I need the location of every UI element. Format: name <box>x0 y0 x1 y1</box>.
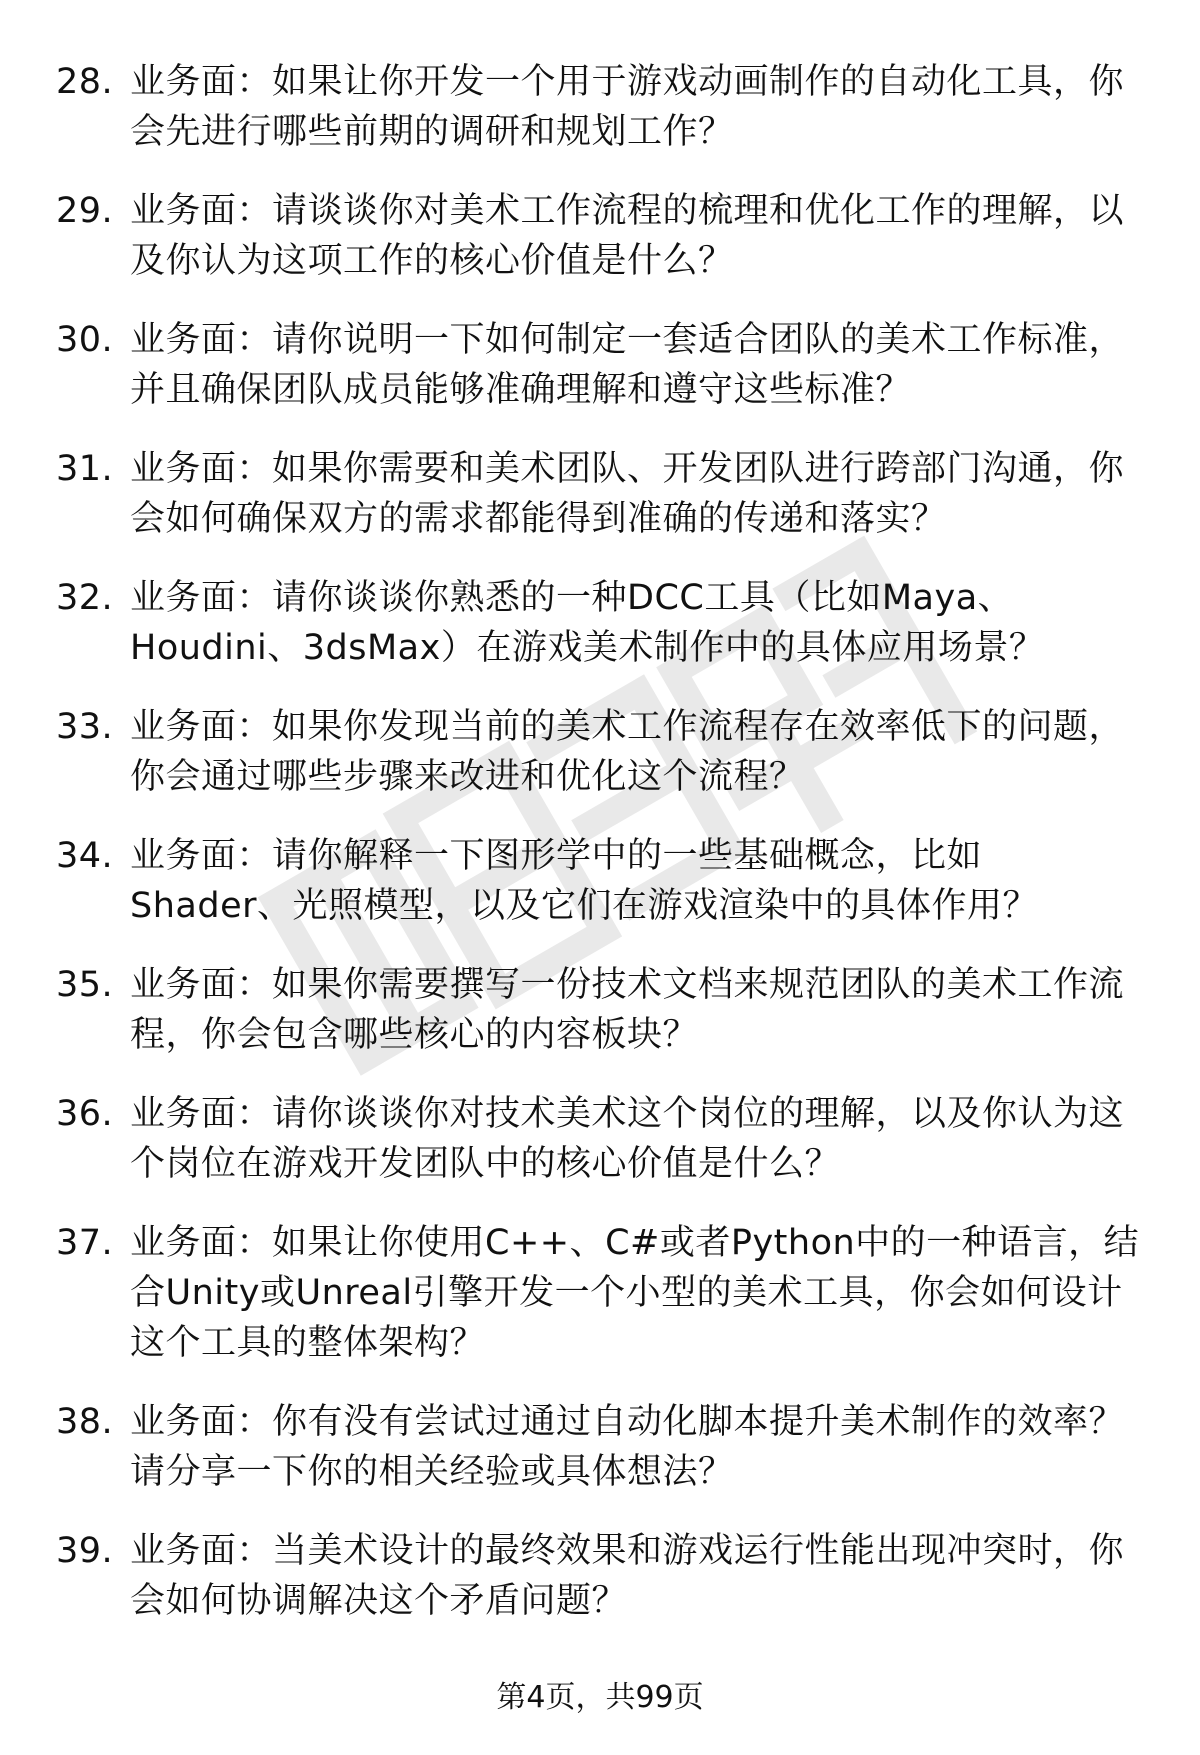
question-text: 业务面：请你解释一下图形学中的一些基础概念，比如Shader、光照模型，以及它们在游戏渲染中的具体作用？ <box>130 836 1038 926</box>
question-number: 28. <box>56 62 114 102</box>
question-text: 业务面：你有没有尝试过通过自动化脚本提升美术制作的效率？请分享一下你的相关经验或具体想法？ <box>130 1402 1125 1492</box>
question-number: 32. <box>56 578 114 618</box>
question-number: 29. <box>56 191 114 231</box>
question-item <box>0 315 1200 415</box>
question-number: 31. <box>56 449 114 489</box>
question-number: 30. <box>56 320 114 360</box>
question-item <box>0 444 1200 544</box>
question-item <box>0 1397 1200 1497</box>
page-footer: 第4页，共99页 <box>496 1680 704 1715</box>
question-item <box>0 1218 1200 1368</box>
question-item <box>0 702 1200 802</box>
question-number: 34. <box>56 836 114 876</box>
question-text: 业务面：如果你发现当前的美术工作流程存在效率低下的问题，你会通过哪些步骤来改进和优化这个流程？ <box>130 707 1125 797</box>
question-text: 业务面：当美术设计的最终效果和游戏运行性能出现冲突时，你会如何协调解决这个矛盾问题？ <box>130 1531 1125 1621</box>
question-item <box>0 57 1200 157</box>
question-number: 35. <box>56 965 114 1005</box>
question-text: 业务面：请谈谈你对美术工作流程的梳理和优化工作的理解，以及你认为这项工作的核心价值是什么？ <box>130 191 1125 281</box>
question-number: 33. <box>56 707 114 747</box>
question-item <box>0 960 1200 1060</box>
question-number: 39. <box>56 1531 114 1571</box>
question-text: 业务面：如果你需要撰写一份技术文档来规范团队的美术工作流程，你会包含哪些核心的内容板块？ <box>130 965 1125 1055</box>
question-list <box>0 57 1200 1655</box>
question-number: 36. <box>56 1094 114 1134</box>
question-item <box>0 1089 1200 1189</box>
question-item <box>0 831 1200 931</box>
question-item <box>0 186 1200 286</box>
question-text: 业务面：请你说明一下如何制定一套适合团队的美术工作标准，并且确保团队成员能够准确理解和遵守这些标准？ <box>130 320 1125 410</box>
question-item <box>0 573 1200 673</box>
question-text: 业务面：如果你需要和美术团队、开发团队进行跨部门沟通，你会如何确保双方的需求都能得到准确的传递和落实？ <box>130 449 1125 539</box>
question-text: 业务面：请你谈谈你熟悉的一种DCC工具（比如Maya、Houdini、3dsMax）在游戏美术制作中的具体应用场景？ <box>130 578 1045 668</box>
question-text: 业务面：如果让你开发一个用于游戏动画制作的自动化工具，你会先进行哪些前期的调研和规划工作？ <box>130 62 1125 152</box>
question-number: 38. <box>56 1402 114 1442</box>
question-text: 业务面：如果让你使用C++、C#或者Python中的一种语言，结合Unity或Unreal引擎开发一个小型的美术工具，你会如何设计这个工具的整体架构？ <box>130 1223 1140 1363</box>
question-item <box>0 1526 1200 1626</box>
question-number: 37. <box>56 1223 114 1263</box>
question-text: 业务面：请你谈谈你对技术美术这个岗位的理解，以及你认为这个岗位在游戏开发团队中的核心价值是什么？ <box>130 1094 1125 1184</box>
